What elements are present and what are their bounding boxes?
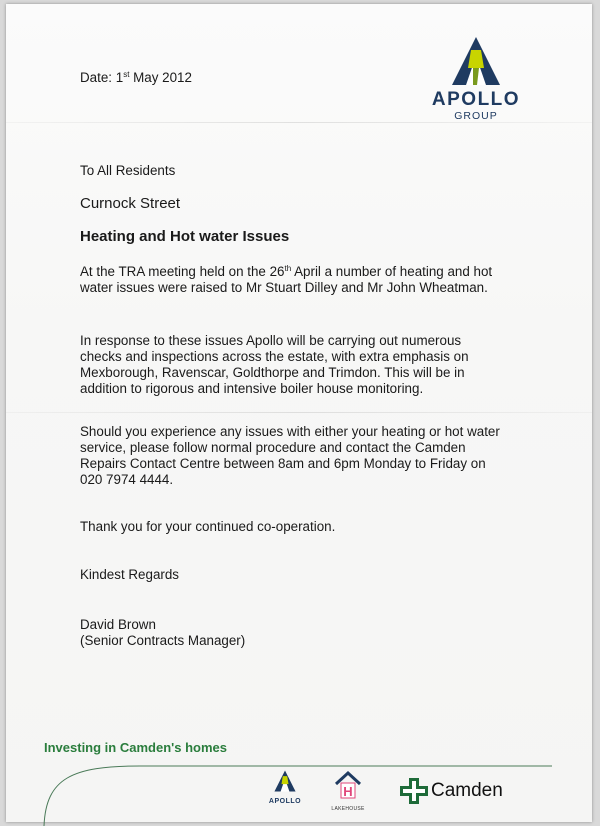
footer-lakehouse-logo: H LAKEHOUSE <box>318 770 378 812</box>
body-paragraph: At the TRA meeting held on the 26th April a number of heating and hot water issues were raised to Mr Stuart Dilley and Mr John Wheatman. <box>80 264 493 295</box>
group-wordmark: GROUP <box>454 110 498 122</box>
footer-camden-logo <box>400 778 530 809</box>
body-paragraph: Should you experience any issues with either your heating or hot water service, please follow normal procedure and contact the Camden Repairs Contact Centre between 8am and 6pm Monday to Friday on 020 7974 4444. <box>80 424 500 487</box>
recipient-line: To All Residents <box>80 163 176 178</box>
body-paragraph: In response to these issues Apollo will be carrying out numerous checks and inspections across the estate, with extra emphasis on Mexborough, Ravenscar, Goldthorpe and Trimdon. This will be in addition to rigorous and intensive boiler house monitoring. <box>80 333 469 396</box>
letter-sheet <box>6 4 592 822</box>
street-line: Curnock Street <box>80 195 181 212</box>
footer-apollo-logo: APOLLO <box>260 770 310 805</box>
apollo-wordmark: APOLLO <box>431 89 521 110</box>
house-icon <box>334 770 362 800</box>
svg-text:H: H <box>343 784 353 799</box>
camden-emblem-icon <box>400 778 428 804</box>
apollo-a-icon <box>274 770 296 792</box>
signer-name: David Brown <box>80 617 156 632</box>
apollo-a-icon <box>451 36 501 86</box>
paper-fold <box>6 412 592 413</box>
body-paragraph: Thank you for your continued co-operation. <box>80 519 336 534</box>
subject-heading: Heating and Hot water Issues <box>80 228 290 245</box>
signer-title: (Senior Contracts Manager) <box>80 633 246 648</box>
camden-wordmark: Camden <box>431 780 503 801</box>
apollo-group-logo <box>426 36 526 122</box>
closing-line: Kindest Regards <box>80 567 179 582</box>
letter-date: Date: 1st May 2012 <box>80 70 192 85</box>
footer-tagline: Investing in Camden's homes <box>44 740 227 755</box>
paper-fold <box>6 122 592 123</box>
